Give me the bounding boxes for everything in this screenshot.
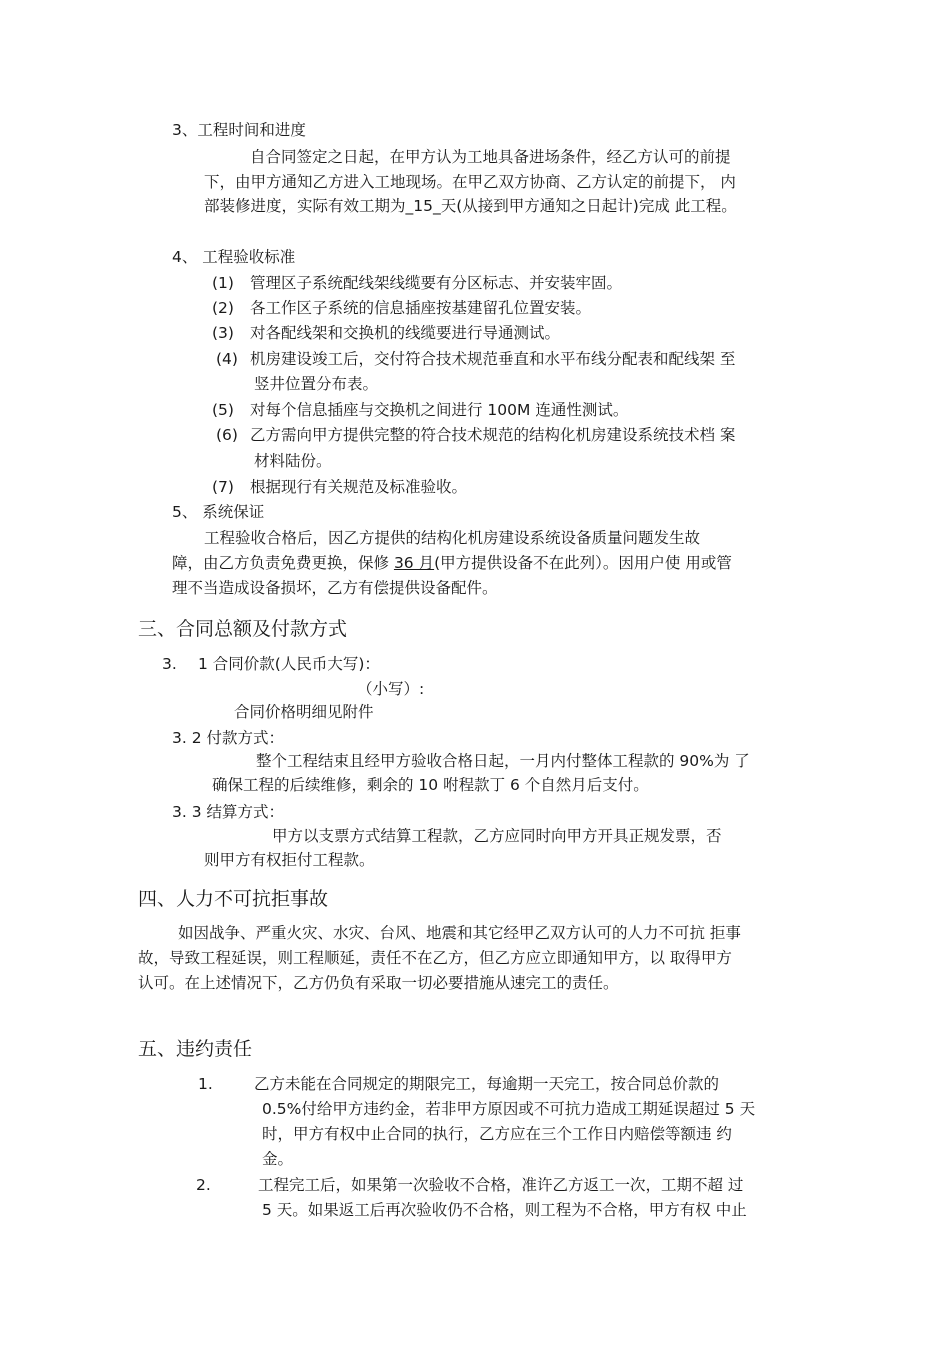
chapter-4-line-1: 如因战争、严重火灾、水灾、台风、地震和其它经甲乙双方认可的人力不可抗 拒事	[178, 924, 741, 942]
chapter-4-line-2: 故，导致工程延误，则工程顺延，责任不在乙方，但乙方应立即通知甲方，以 取得甲方	[138, 949, 732, 967]
section-5-line-2-start: 障，由乙方负责免费更换，保修	[172, 554, 394, 572]
item-number: (4)	[216, 350, 238, 368]
item-text-continued: 材料陆份。	[254, 452, 332, 470]
clause-3-1-label: 1 合同价款(人民币大写)：	[198, 655, 380, 673]
item-number: (3)	[212, 324, 234, 342]
breach-item-line: 工程完工后，如果第一次验收不合格，准许乙方返工一次，工期不超 过	[258, 1176, 744, 1194]
section-3-heading: 3、工程时间和进度	[172, 121, 306, 139]
item-number: (6)	[216, 426, 238, 444]
section-5-line-1: 工程验收合格后，因乙方提供的结构化机房建设系统设备质量问题发生故	[204, 529, 701, 547]
section-3-line-3: 部装修进度，实际有效工期为_15_天(从接到甲方通知之日起计)完成 此工程。	[204, 197, 737, 215]
chapter-4-line-3: 认可。在上述情况下，乙方仍负有采取一切必要措施从速完工的责任。	[138, 974, 619, 992]
clause-3-2-line-2: 确保工程的后续维修，剩余的 10 咐程款丁 6 个自然月后支付。	[212, 776, 649, 794]
item-number: (1)	[212, 274, 234, 292]
breach-item-number: 2.	[196, 1176, 211, 1194]
breach-item-line: 金。	[262, 1150, 294, 1168]
item-text: 对每个信息插座与交换机之间进行 100M 连通性测试。	[250, 401, 629, 419]
section-5-line-2-end: (甲方提供设备不在此列）。因用户使 用或管	[434, 554, 732, 572]
clause-3-3-label: 3. 3 结算方式：	[172, 803, 285, 821]
contract-price-lowercase-label: （小写）:	[357, 680, 425, 698]
item-text: 根据现行有关规范及标准验收。	[250, 478, 468, 496]
item-number: (7)	[212, 478, 234, 496]
chapter-3-title: 三、合同总额及付款方式	[138, 618, 348, 640]
item-text: 管理区子系统配线架线缆要有分区标志、并安装牢固。	[250, 274, 623, 292]
clause-3-2-line-1: 整个工程结束且经甲方验收合格日起，一月内付整体工程款的 90%为 了	[256, 752, 750, 770]
item-text: 对各配线架和交换机的线缆要进行导通测试。	[250, 324, 561, 342]
breach-item-line: 乙方未能在合同规定的期限完工，每逾期一天完工，按合同总价款的	[254, 1075, 720, 1093]
breach-item-line: 5 天。如果返工后再次验收仍不合格，则工程为不合格，甲方有权 中止	[262, 1201, 747, 1219]
clause-3-1-number: 3.	[162, 655, 177, 673]
chapter-5-title: 五、违约责任	[138, 1038, 253, 1060]
item-number: (5)	[212, 401, 234, 419]
section-3-line-2: 下，由甲方通知乙方进入工地现场。在甲乙双方协商、乙方认定的前提下， 内	[204, 173, 736, 191]
item-text: 乙方需向甲方提供完整的符合技术规范的结构化机房建设系统技术档 案	[250, 426, 736, 444]
item-number: (2)	[212, 299, 234, 317]
section-5-line-3: 理不当造成设备损坏，乙方有偿提供设备配件。	[172, 579, 498, 597]
item-text: 各工作区子系统的信息插座按基建留孔位置安装。	[250, 299, 592, 317]
warranty-period: 36 月	[393, 554, 435, 572]
item-text-continued: 竖井位置分布表。	[254, 375, 379, 393]
breach-item-line: 0.5%付给甲方违约金，若非甲方原因或不可抗力造成工期延误超过 5 天	[262, 1100, 756, 1118]
chapter-4-title: 四、人力不可抗拒事故	[138, 888, 329, 910]
section-4-heading: 4、 工程验收标准	[172, 248, 296, 266]
clause-3-3-line-1: 甲方以支票方式结算工程款，乙方应同时向甲方开具正规发票，否	[272, 827, 722, 845]
price-detail-note: 合同价格明细见附件	[234, 703, 374, 721]
clause-3-2-label: 3. 2 付款方式：	[172, 729, 285, 747]
clause-3-3-line-2: 则甲方有权拒付工程款。	[204, 851, 375, 869]
breach-item-line: 时，甲方有权中止合同的执行，乙方应在三个工作日内赔偿等额违 约	[262, 1125, 732, 1143]
section-3-line-1: 自合同签定之日起，在甲方认为工地具备进场条件，经乙方认可的前提	[250, 148, 731, 166]
section-5-heading: 5、 系统保证	[172, 503, 265, 521]
section-5-line-2	[172, 556, 732, 572]
breach-item-number: 1.	[198, 1075, 213, 1093]
item-text: 机房建设竣工后，交付符合技术规范垂直和水平布线分配表和配线架 至	[250, 350, 736, 368]
